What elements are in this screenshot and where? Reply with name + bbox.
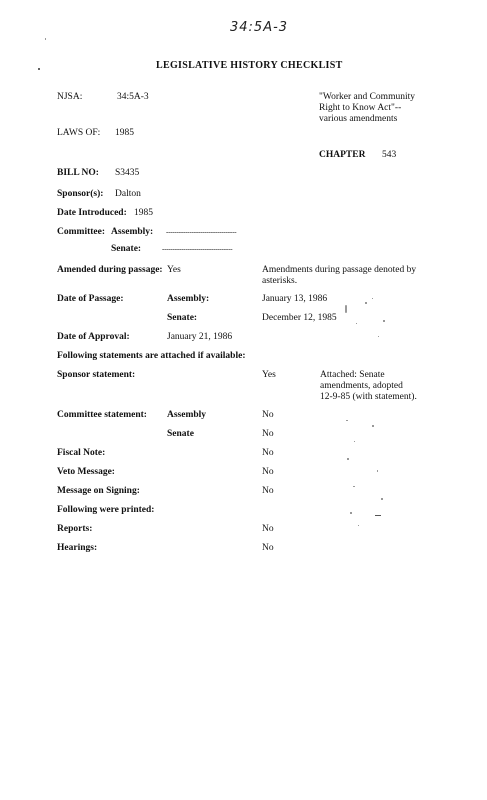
committee-statement-assembly-label: Assembly (167, 410, 207, 420)
njsa-label: NJSA: (57, 92, 83, 102)
committee-senate-label: Senate: (111, 244, 142, 254)
committee-statement-senate-label: Senate (167, 429, 194, 439)
committee-label: Committee: (57, 227, 106, 237)
fiscal-note-value: No (262, 448, 274, 458)
committee-statement-label: Committee statement: (57, 410, 147, 420)
passage-senate-label: Senate: (167, 313, 198, 323)
amended-note-line1: Amendments during passage denoted by (262, 265, 417, 275)
laws-of-label: LAWS OF: (57, 128, 101, 138)
laws-of-value: 1985 (115, 128, 134, 138)
following-attached-heading: Following statements are attached if available: (57, 351, 246, 361)
date-of-passage-label: Date of Passage: (57, 294, 124, 304)
committee-statement-assembly-value: No (262, 410, 274, 420)
veto-message-label: Veto Message: (57, 467, 115, 477)
committee-assembly-label: Assembly: (111, 227, 154, 237)
sponsor-statement-note-line1: Attached: Senate (320, 370, 385, 380)
chapter-value: 543 (382, 150, 397, 160)
sponsor-statement-note-line3: 12-9-85 (with statement). (320, 392, 417, 402)
date-introduced-value: 1985 (134, 208, 153, 218)
committee-senate-value: --------------------------------- (162, 245, 233, 253)
message-on-signing-label: Message on Signing: (57, 486, 140, 496)
sponsor-statement-note-line2: amendments, adopted (320, 381, 403, 391)
sponsor-statement-label: Sponsor statement: (57, 370, 136, 380)
njsa-value: 34:5A-3 (117, 92, 149, 102)
amended-value: Yes (167, 265, 181, 275)
amended-label: Amended during passage: (57, 265, 163, 275)
fiscal-note-label: Fiscal Note: (57, 448, 106, 458)
committee-statement-senate-value: No (262, 429, 274, 439)
hearings-label: Hearings: (57, 543, 98, 553)
following-printed-heading: Following were printed: (57, 505, 155, 515)
veto-message-value: No (262, 467, 274, 477)
date-of-approval-value: January 21, 1986 (167, 332, 233, 342)
reports-label: Reports: (57, 524, 93, 534)
handwritten-reference: 34:5A-3 (230, 20, 289, 35)
short-title-line1: "Worker and Community (319, 92, 415, 102)
short-title-line2: Right to Know Act"-- (319, 103, 402, 113)
message-on-signing-value: No (262, 486, 274, 496)
passage-assembly-label: Assembly: (167, 294, 210, 304)
date-introduced-label: Date Introduced: (57, 208, 127, 218)
chapter-label: CHAPTER (319, 150, 366, 160)
passage-assembly-value: January 13, 1986 (262, 294, 328, 304)
amended-note-line2: asterisks. (262, 276, 298, 286)
bill-no-label: BILL NO: (57, 168, 99, 178)
hearings-value: No (262, 543, 274, 553)
date-of-approval-label: Date of Approval: (57, 332, 130, 342)
short-title-line3: various amendments (319, 114, 398, 124)
reports-value: No (262, 524, 274, 534)
passage-senate-value: December 12, 1985 (262, 313, 337, 323)
sponsors-label: Sponsor(s): (57, 189, 104, 199)
sponsor-statement-value: Yes (262, 370, 276, 380)
committee-assembly-value: --------------------------------- (166, 228, 237, 236)
page-title: LEGISLATIVE HISTORY CHECKLIST (156, 60, 343, 71)
bill-no-value: S3435 (115, 168, 140, 178)
sponsors-value: Dalton (115, 189, 141, 199)
